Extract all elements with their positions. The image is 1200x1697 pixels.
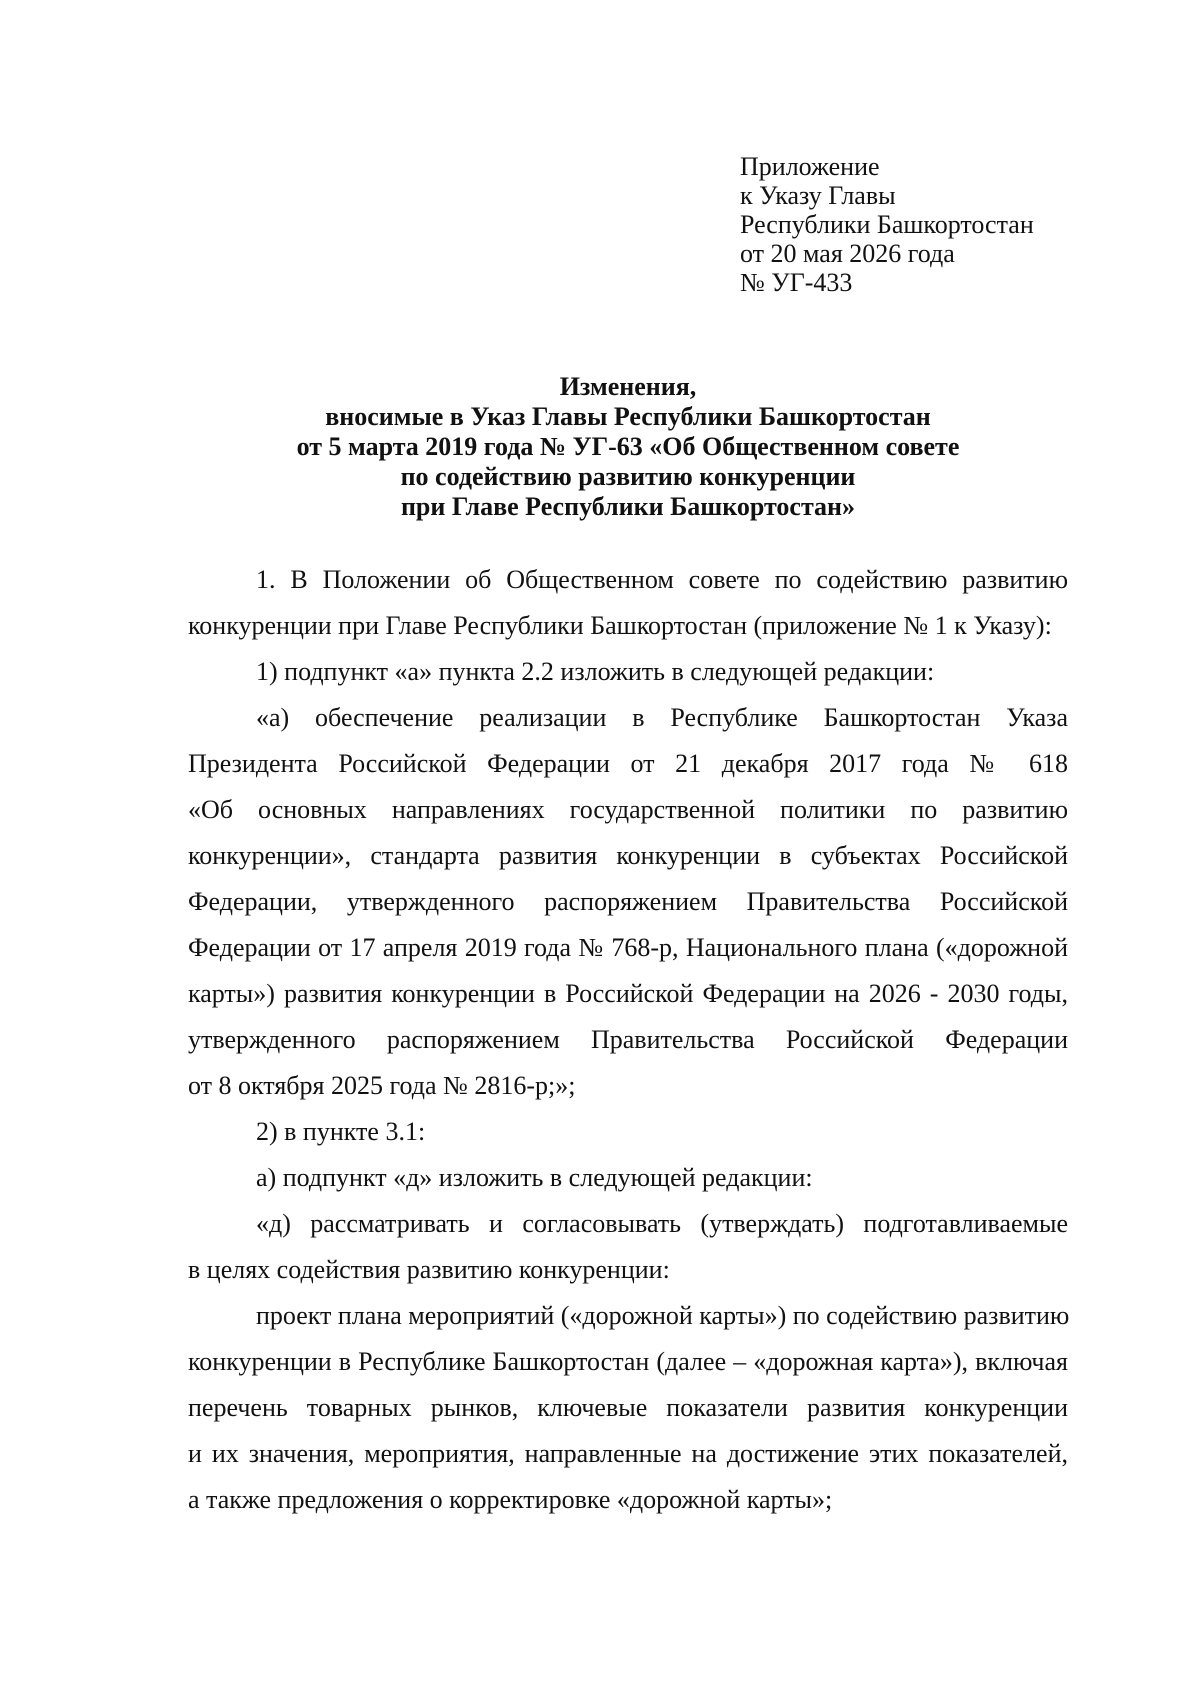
heading-line: по содействию развитию конкуренции xyxy=(400,462,856,491)
text-line: Федерации, утвержденного распоряжением Правительства Российской xyxy=(188,887,1068,916)
text-line: конкуренции при Главе Республики Башкортостан (приложение № 1 к Указу): xyxy=(188,611,1052,640)
text-line: проект плана мероприятий («дорожной карты») по содействию развитию xyxy=(256,1301,1070,1330)
text-line: конкуренции в Республике Башкортостан (далее – «дорожная карта»), включая xyxy=(188,1347,1068,1376)
paragraph-5: а) подпункт «д» изложить в следующей редакции: xyxy=(256,1163,813,1192)
text-line: а также предложения о корректировке «дорожной карты»; xyxy=(188,1485,833,1514)
heading-line: при Главе Республики Башкортостан» xyxy=(400,492,856,521)
text-line: «д) рассматривать и согласовывать (утверждать) подготавливаемые xyxy=(256,1209,1068,1238)
text-line: и их значения, мероприятия, направленные на достижение этих показателей, xyxy=(188,1439,1068,1468)
document-heading xyxy=(188,372,1068,522)
paragraph-2: 1) подпункт «а» пункта 2.2 изложить в следующей редакции: xyxy=(256,657,935,686)
text-line: в целях содействия развитию конкуренции: xyxy=(188,1255,670,1284)
text-line: Президента Российской Федерации от 21 декабря 2017 года № 618 xyxy=(188,749,1068,778)
text-line: «Об основных направлениях государственной политики по развитию xyxy=(188,795,1068,824)
appendix-line: Приложение xyxy=(740,152,880,181)
heading-line: от 5 марта 2019 года № УГ-63 «Об Общественном совете xyxy=(296,432,960,461)
paragraph-6 xyxy=(188,1201,1068,1293)
text-line: от 8 октября 2025 года № 2816-р;»; xyxy=(188,1071,576,1100)
text-line: утвержденного распоряжением Правительства Российской Федерации xyxy=(188,1025,1068,1054)
text-line: 1. В Положении об Общественном совете по содействию развитию xyxy=(256,565,1068,594)
text-line: карты») развития конкуренции в Российской Федерации на 2026 - 2030 годы, xyxy=(188,979,1068,1008)
appendix-line: № УГ-433 xyxy=(740,268,853,297)
text-line: Федерации от 17 апреля 2019 года № 768-р, Национального плана («дорожной xyxy=(188,933,1068,962)
appendix-line: от 20 мая 2026 года xyxy=(740,239,955,268)
text-line: конкуренции», стандарта развития конкуренции в субъектах Российской xyxy=(188,841,1068,870)
paragraph-1 xyxy=(188,557,1068,649)
appendix-line: к Указу Главы xyxy=(740,181,896,210)
paragraph-3 xyxy=(188,695,1068,1109)
paragraph-7 xyxy=(188,1293,1068,1523)
appendix-stamp xyxy=(740,152,1034,297)
appendix-line: Республики Башкортостан xyxy=(740,210,1034,239)
text-line: перечень товарных рынков, ключевые показатели развития конкуренции xyxy=(188,1393,1068,1422)
heading-line: вносимые в Указ Главы Республики Башкортостан xyxy=(325,402,931,431)
paragraph-4: 2) в пункте 3.1: xyxy=(256,1117,426,1146)
document-body xyxy=(188,557,1068,1523)
text-line: «а) обеспечение реализации в Республике Башкортостан Указа xyxy=(256,703,1068,732)
heading-line: Изменения, xyxy=(559,372,697,401)
